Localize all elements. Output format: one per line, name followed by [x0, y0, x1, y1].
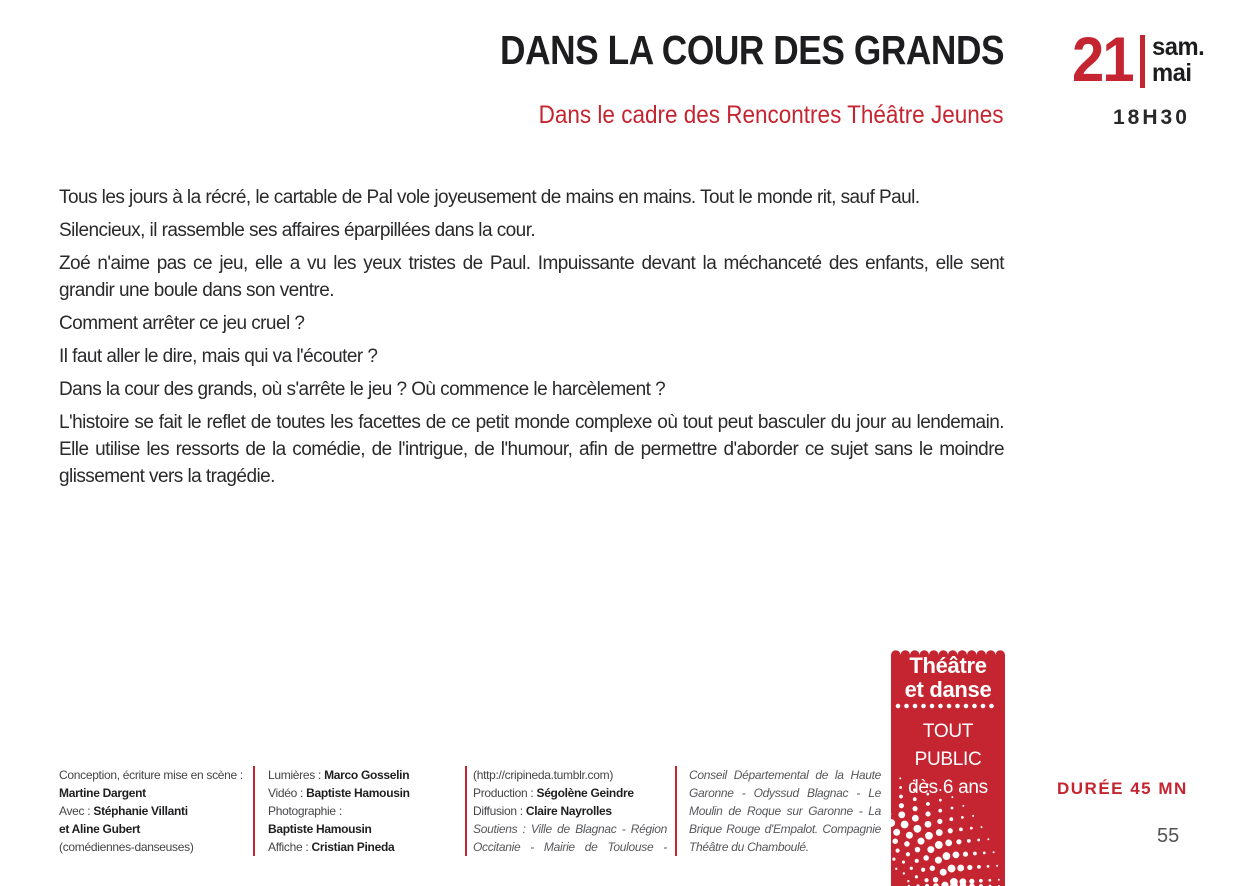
synopsis-paragraph: Zoé n'aime pas ce jeu, elle a vu les yeux tristes de Paul. Impuissante devant la méchanceté des enfants, elle sent grandir une boule dans son ventre. [59, 253, 1004, 301]
credits-column [253, 766, 465, 856]
credit-line [473, 766, 667, 784]
credit-line [59, 784, 243, 802]
ribbon-category [891, 647, 1005, 702]
credit-text: (comédiennes-danseuses) [59, 840, 194, 854]
credit-text: Affiche : [268, 840, 312, 854]
credit-line [689, 766, 881, 856]
credit-line [268, 838, 455, 856]
page-number: 55 [1157, 825, 1180, 847]
credit-text: Claire Nayrolles [525, 804, 612, 818]
credit-text: Cristian Pineda [311, 840, 395, 854]
event-date-weekday: sam. [1152, 33, 1205, 61]
synopsis-paragraph: Il faut aller le dire, mais qui va l'écouter ? [59, 346, 378, 367]
page-title: DANS LA COUR DES GRANDS [499, 27, 1004, 73]
credit-text: Martine Dargent [59, 786, 146, 800]
credit-text: Photographie : [268, 804, 342, 818]
credit-text: Vidéo : [268, 786, 307, 800]
ribbon-text [891, 647, 1005, 886]
credit-text: Stéphanie Villanti [93, 804, 188, 818]
credits [59, 766, 883, 856]
ribbon-line: dès 6 ans [908, 777, 988, 798]
synopsis-paragraph: L'histoire se fait le reflet de toutes les facettes de ce petit monde complexe où tout peut basculer du jour au lendemain. Elle utilise les ressorts de la comédie, de l'intrigue, de l'humour, afin de permettre d'aborder ce sujet sans le moindre glissement vers la tragédie. [59, 412, 1004, 487]
credit-line [268, 784, 455, 802]
event-time: 18H30 [1113, 106, 1190, 129]
credits-column [465, 766, 675, 856]
event-date-day: 21 [1072, 25, 1133, 95]
credit-line [59, 802, 243, 820]
credit-line [268, 820, 455, 838]
credit-text: Conception, écriture mise en scène : [59, 768, 243, 782]
date-divider-bar [1140, 35, 1145, 88]
synopsis-paragraph: Comment arrêter ce jeu cruel ? [59, 313, 305, 334]
credit-line [59, 766, 243, 784]
credit-line [268, 766, 455, 784]
ribbon-line: PUBLIC [914, 749, 982, 770]
credit-text: Soutiens : Ville de Blagnac - Région Occitanie - Mairie de Toulouse - [473, 822, 667, 854]
credits-column [675, 766, 881, 856]
credit-text: (http://cripineda.tumblr.com) [473, 768, 614, 782]
credit-text: Diffusion : [473, 804, 526, 818]
credit-text: Avec : [59, 804, 94, 818]
credit-text: Conseil Départemental de la Haute Garonne - Odyssud Blagnac - Le Moulin de Roque sur Garonne - La Brique Rouge d'Empalot. Compagnie Théâtre du Chamboulé. [689, 768, 881, 854]
ribbon-line: Théâtre [909, 653, 987, 678]
synopsis-paragraph: Tous les jours à la récré, le cartable de Pal vole joyeusement de mains en mains. Tout le monde rit, sauf Paul. [59, 187, 920, 208]
page-subtitle: Dans le cadre des Rencontres Théâtre Jeunes [539, 101, 1004, 129]
synopsis [59, 184, 1004, 496]
synopsis-paragraph: Dans la cour des grands, où s'arrête le jeu ? Où commence le harcèlement ? [59, 379, 666, 400]
credit-line [473, 802, 667, 820]
credit-text: Marco Gosselin [324, 768, 410, 782]
event-date-month: mai [1152, 59, 1192, 87]
event-date-weekday-month [1152, 32, 1204, 86]
credit-line [473, 784, 667, 802]
ribbon-audience [891, 718, 1005, 802]
duration-label: DURÉE 45 MN [1057, 779, 1188, 798]
credit-text: Baptiste Hamousin [306, 786, 410, 800]
ribbon-line: TOUT [922, 721, 974, 742]
credit-line [59, 820, 243, 838]
credit-text: et Aline Gubert [59, 822, 141, 836]
credit-text: Production : [473, 786, 537, 800]
ribbon-line: et danse [904, 677, 992, 702]
event-date [1072, 25, 1207, 95]
credit-line [473, 820, 667, 856]
credit-line [59, 838, 243, 856]
credit-text: Ségolène Geindre [536, 786, 634, 800]
synopsis-paragraph: Silencieux, il rassemble ses affaires éparpillées dans la cour. [59, 220, 536, 241]
credit-text: Lumières : [268, 768, 325, 782]
credit-text: Baptiste Hamousin [268, 822, 372, 836]
category-ribbon [891, 647, 1005, 886]
credits-column [59, 766, 253, 856]
credit-line [268, 802, 455, 820]
